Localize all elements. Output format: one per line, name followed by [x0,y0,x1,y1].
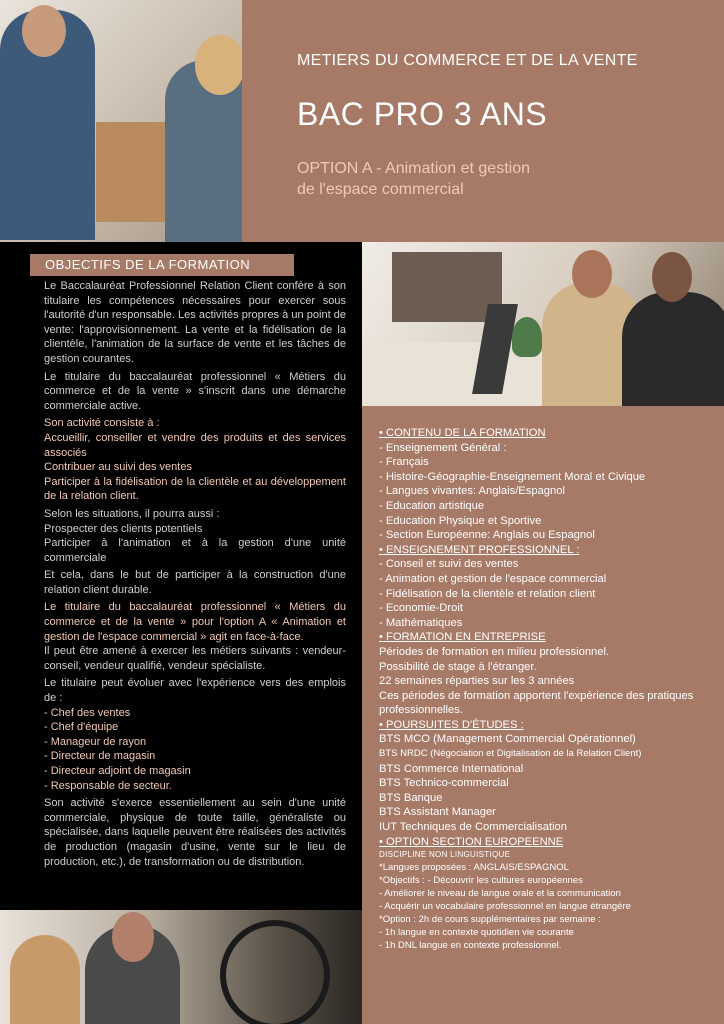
poursuites-item: BTS Commerce International [379,762,524,775]
europe-item: - Acquérir un vocabulaire professionnel en langue étrangère [379,901,631,913]
job-item: - Directeur de magasin [44,750,156,763]
photo-figure-seller-head [22,5,66,57]
photo-figure-girl [10,935,80,1024]
photo-figure-man-beard-head [112,912,154,962]
europe-item: *Objectifs : - Découvrir les cultures européennes [379,875,583,887]
photo-figure-woman-head [652,252,692,302]
poursuites-item: BTS NRDC (Négociation et Digitalisation de la Relation Client) [379,748,642,760]
europe-item: - 1h langue en contexte quotidien vie courante [379,927,574,939]
activity-item: Accueillir, conseiller et vendre des produits et des services associés [44,431,346,459]
job-item: - Responsable de secteur. [44,779,172,792]
evolution-block [44,676,346,793]
activity-intro: Son activité consiste à : [44,417,160,430]
activity-item: Contribuer au suivi des ventes [44,461,192,474]
header-option-line2: de l'espace commercial [297,181,464,198]
europe-item: *Langues proposées : ANGLAIS/ESPAGNOL [379,862,569,874]
pro-item: - Economie-Droit [379,602,463,615]
pro-item: - Animation et gestion de l'espace commercial [379,572,607,585]
job-item: - Directeur adjoint de magasin [44,765,191,777]
photo-shop-counter [362,242,724,406]
activity-block [44,416,346,504]
contenu-item: - Langues vivantes: Anglais/Espagnol [379,485,565,498]
job-item: - Manageur de rayon [44,735,147,748]
entreprise-item: Possibilité de stage à l'étranger. [379,660,537,673]
contenu-item: - Enseignement Général : [379,441,507,454]
objectifs-p1: Le Baccalauréat Professionnel Relation Client confère à son titulaire les compétences nécessaires pour exercer sous l'autorité d'un responsable. Les activités propres à un point de vente: l'approvisionnement. La vente et la fidélisation de la clientèle, l'animation de la surface de vente et les tâches de gestion courantes. [44,280,346,365]
entreprise-item: 22 semaines réparties sur les 3 années [379,675,575,688]
situations-intro: Selon les situations, il pourra aussi : [44,507,220,520]
job-item: - Chef d'équipe [44,721,119,734]
europe-heading: • OPTION SECTION EUROPEENNE [379,835,564,848]
evolution-intro: Le titulaire peut évoluer avec l'expérience vers des emplois de : [44,677,346,705]
situations-block [44,507,346,565]
poursuites-heading: • POURSUITES D'ÉTUDES : [379,718,524,731]
photo-bike-shop [0,910,362,1024]
objectifs-p2: Le titulaire du baccalauréat professionnel « Métiers du commerce et de la vente » s'inscrit dans une démarche commerciale active. [44,370,346,412]
header-option-line1: OPTION A - Animation et gestion [297,160,530,177]
europe-item: - 1h DNL langue en contexte professionnel. [379,940,562,952]
photo-figure-woman [622,292,724,406]
objectifs-p5: Il peut être amené à exercer les métiers suivants : vendeur-conseil, vendeur qualifié, vendeur spécialiste. [44,645,346,672]
photo-paper-bag [96,122,168,222]
photo-figure-man-head [572,250,612,298]
objectifs-p4: Le titulaire du baccalauréat professionnel « Métiers du commerce et de la vente » pour l'option A « Animation et gestion de l'espace commercial » agit en face-à-face. [44,601,346,643]
pro-heading: • ENSEIGNEMENT PROFESSIONNEL : [379,543,580,556]
poursuites-item: BTS MCO (Management Commercial Opérationnel) [379,733,636,746]
header-subtitle: METIERS DU COMMERCE ET DE LA VENTE [297,52,638,69]
header-option [297,158,597,200]
entreprise-item: Ces périodes de formation apportent l'expérience des pratiques professionnelles. [379,689,694,717]
entreprise-heading: • FORMATION EN ENTREPRISE [379,631,546,644]
contenu-item: - Histoire-Géographie-Enseignement Moral et Civique [379,470,646,483]
entreprise-item: Périodes de formation en milieu professionnel. [379,645,610,658]
objectifs-p6: Son activité s'exerce essentiellement au sein d'une unité commerciale, physique de toute taille, généraliste ou spécialisée, dans laquelle peuvent être réalisées des activités de production (magasin d'usine, vente sur le lieu de production, etc.), de transformation ou de distribution. [44,797,346,868]
pro-item: - Conseil et suivi des ventes [379,558,519,571]
header-title: BAC PRO 3 ANS [297,96,548,132]
contenu-item: - Français [379,456,429,469]
job-item: - Chef des ventes [44,706,131,719]
objectifs-section [0,242,362,910]
situation-item: Prospecter des clients potentiels [44,522,203,535]
pro-item: - Mathématiques [379,616,463,629]
contenu-heading: • CONTENU DE LA FORMATION [379,427,546,439]
photo-shop-checkout [0,0,242,242]
contenu-item: - Section Européenne: Anglais ou Espagnol [379,529,595,542]
poursuites-item: BTS Assistant Manager [379,806,496,819]
photo-figure-customer-hair [195,35,242,95]
poursuites-item: BTS Technico-commercial [379,777,509,790]
photo-plant [512,317,542,357]
contenu-item: - Education Physique et Sportive [379,514,542,527]
contenu-item: - Education artistique [379,499,485,512]
formation-details-section [362,406,724,1024]
objectifs-text [44,279,346,872]
photo-bike-wheel [220,920,330,1024]
europe-item: *Option : 2h de cours supplémentaires par semaine : [379,914,601,926]
activity-item: Participer à la fidélisation de la clientèle et au développement de la relation client. [44,475,346,503]
europe-discipline: DISCIPLINE NON LINGUISTIQUE [379,850,511,860]
header-panel [242,0,724,242]
poursuites-item: BTS Banque [379,791,443,804]
objectifs-heading: OBJECTIFS DE LA FORMATION [45,257,251,272]
europe-item: - Améliorer le niveau de langue orale et la communication [379,888,621,900]
pro-item: - Fidélisation de la clientèle et relation client [379,587,596,600]
objectifs-banner [30,254,294,276]
formation-details-text [379,426,714,952]
poursuites-item: IUT Techniques de Commercialisation [379,821,567,834]
situation-item: Participer à l'animation et à la gestion d'une unité commerciale [44,537,346,564]
objectifs-p3: Et cela, dans le but de participer à la construction d'une relation client durable. [44,569,346,596]
